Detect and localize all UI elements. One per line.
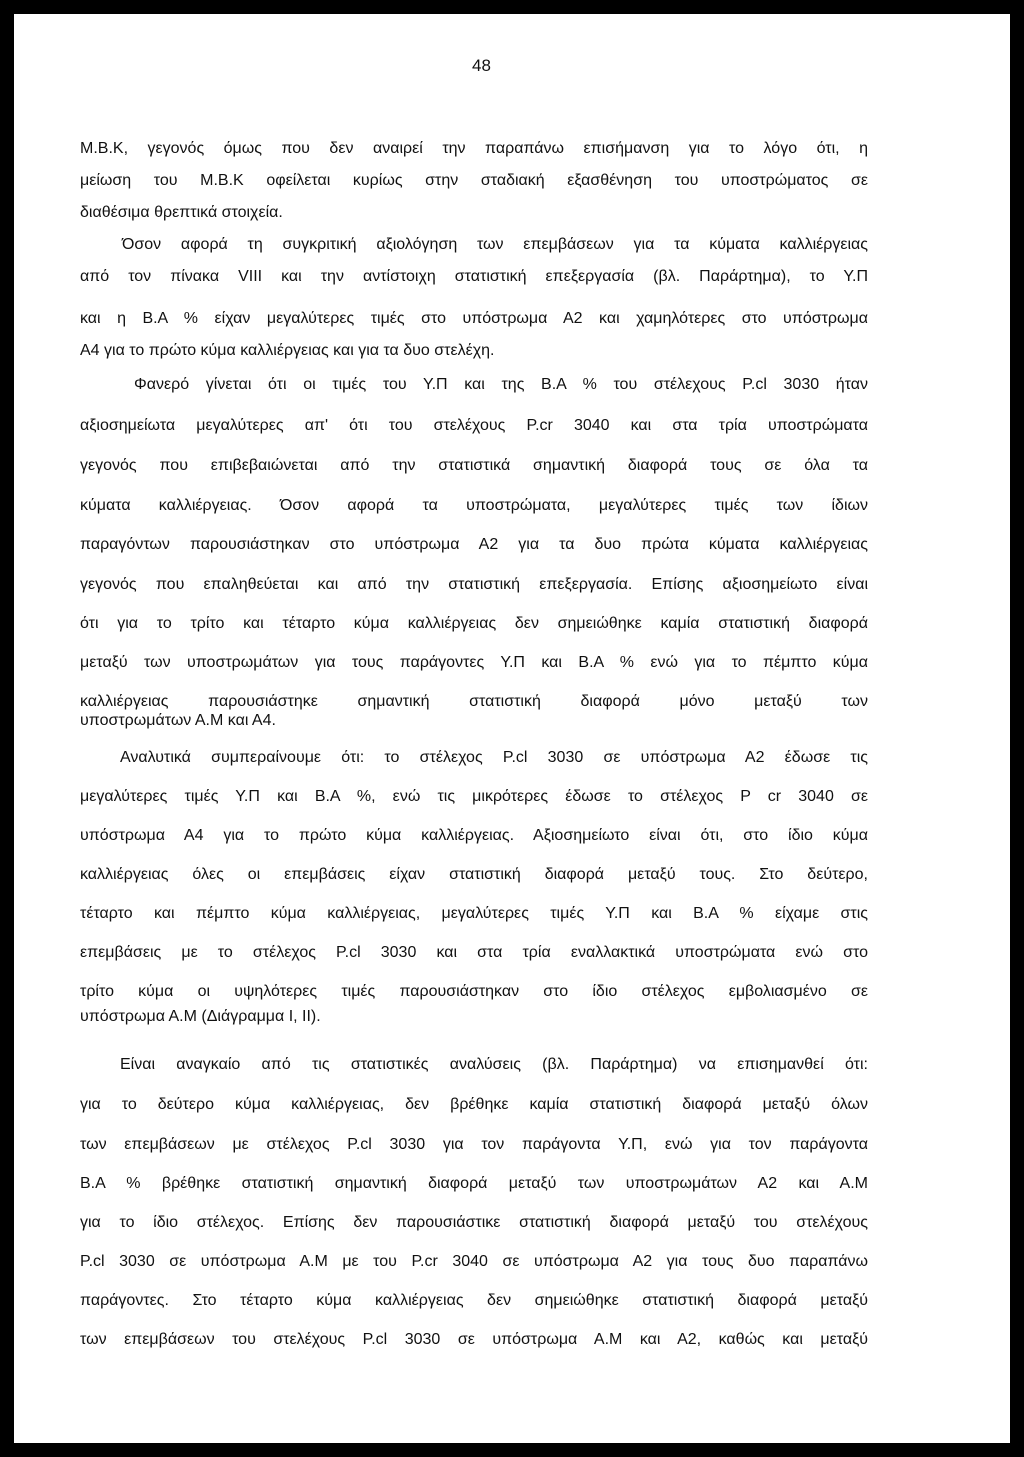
text-line: παράγοντες. Στο τέταρτο κύμα καλλιέργειας δεν σημειώθηκε στατιστική διαφορά μεταξύ [80, 1292, 868, 1309]
text-line: των επεμβάσεων του στελέχους P.cl 3030 σε υπόστρωμα Α.Μ και Α2, καθώς και μεταξύ [80, 1331, 868, 1348]
text-line: αξιοσημείωτα μεγαλύτερες απ' ότι του στελέχους P.cr 3040 και στα τρία υποστρώματα [80, 417, 868, 434]
text-line: υπόστρωμα Α4 για το πρώτο κύμα καλλιέργειας. Αξιοσημείωτο είναι ότι, στο ίδιο κύμα [80, 827, 868, 844]
text-line: και η Β.Α % είχαν μεγαλύτερες τιμές στο υπόστρωμα Α2 και χαμηλότερες στο υπόστρωμα [80, 310, 868, 327]
text-line: Α4 για το πρώτο κύμα καλλιέργειας και για τα δυο στελέχη. [80, 342, 495, 359]
text-line: διαθέσιμα θρεπτικά στοιχεία. [80, 204, 283, 221]
text-line: μεγαλύτερες τιμές Υ.Π και Β.Α %, ενώ τις μικρότερες έδωσε το στέλεχος P cr 3040 σε [80, 788, 868, 805]
page-number: 48 [472, 56, 491, 75]
text-line: Είναι αναγκαίο από τις στατιστικές αναλύσεις (βλ. Παράρτημα) να επισημανθεί ότι: [120, 1056, 868, 1073]
text-line: υπόστρωμα Α.Μ (Διάγραμμα Ι, ΙΙ). [80, 1008, 321, 1025]
text-line: Β.Α % βρέθηκε στατιστική σημαντική διαφορά μεταξύ των υποστρωμάτων Α2 και Α.Μ [80, 1175, 868, 1192]
document-page [14, 14, 1010, 1443]
text-line: καλλιέργειας όλες οι επεμβάσεις είχαν στατιστική διαφορά μεταξύ τους. Στο δεύτερο, [80, 866, 868, 883]
text-line: τρίτο κύμα οι υψηλότερες τιμές παρουσιάστηκαν στο ίδιο στέλεχος εμβολιασμένο σε [80, 983, 868, 1000]
text-line: Φανερό γίνεται ότι οι τιμές του Υ.Π και της Β.Α % του στέλεχους P.cl 3030 ήταν [134, 376, 868, 393]
text-line: γεγονός που επαληθεύεται και από την στατιστική επεξεργασία. Επίσης αξιοσημείωτο είναι [80, 576, 868, 593]
text-line: παραγόντων παρουσιάστηκαν στο υπόστρωμα Α2 για τα δυο πρώτα κύματα καλλιέργειας [80, 536, 868, 553]
text-line: τέταρτο και πέμπτο κύμα καλλιέργειας, μεγαλύτερες τιμές Υ.Π και Β.Α % είχαμε στις [80, 905, 868, 922]
text-line: υποστρωμάτων Α.Μ και Α4. [80, 712, 276, 729]
text-line: μεταξύ των υποστρωμάτων για τους παράγοντες Υ.Π και Β.Α % ενώ για το πέμπτο κύμα [80, 654, 868, 671]
text-line: μείωση του Μ.Β.Κ οφείλεται κυρίως στην σταδιακή εξασθένηση του υποστρώματος σε [80, 172, 868, 189]
text-line: για το δεύτερο κύμα καλλιέργειας, δεν βρέθηκε καμία στατιστική διαφορά μεταξύ όλων [80, 1096, 868, 1113]
text-line: των επεμβάσεων με στέλεχος P.cl 3030 για τον παράγοντα Υ.Π, ενώ για τον παράγοντα [80, 1136, 868, 1153]
text-line: καλλιέργειας παρουσιάστηκε σημαντική στατιστική διαφορά μόνο μεταξύ των [80, 693, 868, 710]
text-line: γεγονός που επιβεβαιώνεται από την στατιστικά σημαντική διαφορά τους σε όλα τα [80, 457, 868, 474]
text-line: Όσον αφορά τη συγκριτική αξιολόγηση των επεμβάσεων για τα κύματα καλλιέργειας [122, 236, 868, 253]
text-line: επεμβάσεις με το στέλεχος P.cl 3030 και στα τρία εναλλακτικά υποστρώματα ενώ στο [80, 944, 868, 961]
text-line: κύματα καλλιέργειας. Όσον αφορά τα υποστρώματα, μεγαλύτερες τιμές των ίδιων [80, 497, 868, 514]
text-line: Αναλυτικά συμπεραίνουμε ότι: το στέλεχος P.cl 3030 σε υπόστρωμα Α2 έδωσε τις [120, 749, 868, 766]
text-line: για το ίδιο στέλεχος. Επίσης δεν παρουσιάστικε στατιστική διαφορά μεταξύ του στελέχους [80, 1214, 868, 1231]
text-line: από τον πίνακα VIII και την αντίστοιχη στατιστική επεξεργασία (βλ. Παράρτημα), το Υ.Π [80, 268, 868, 285]
text-line: ότι για το τρίτο και τέταρτο κύμα καλλιέργειας δεν σημειώθηκε καμία στατιστική διαφορά [80, 615, 868, 632]
text-line: Μ.Β.Κ, γεγονός όμως που δεν αναιρεί την παραπάνω επισήμανση για το λόγο ότι, η [80, 140, 868, 157]
text-line: P.cl 3030 σε υπόστρωμα Α.Μ με του P.cr 3040 σε υπόστρωμα Α2 για τους δυο παραπάνω [80, 1253, 868, 1270]
